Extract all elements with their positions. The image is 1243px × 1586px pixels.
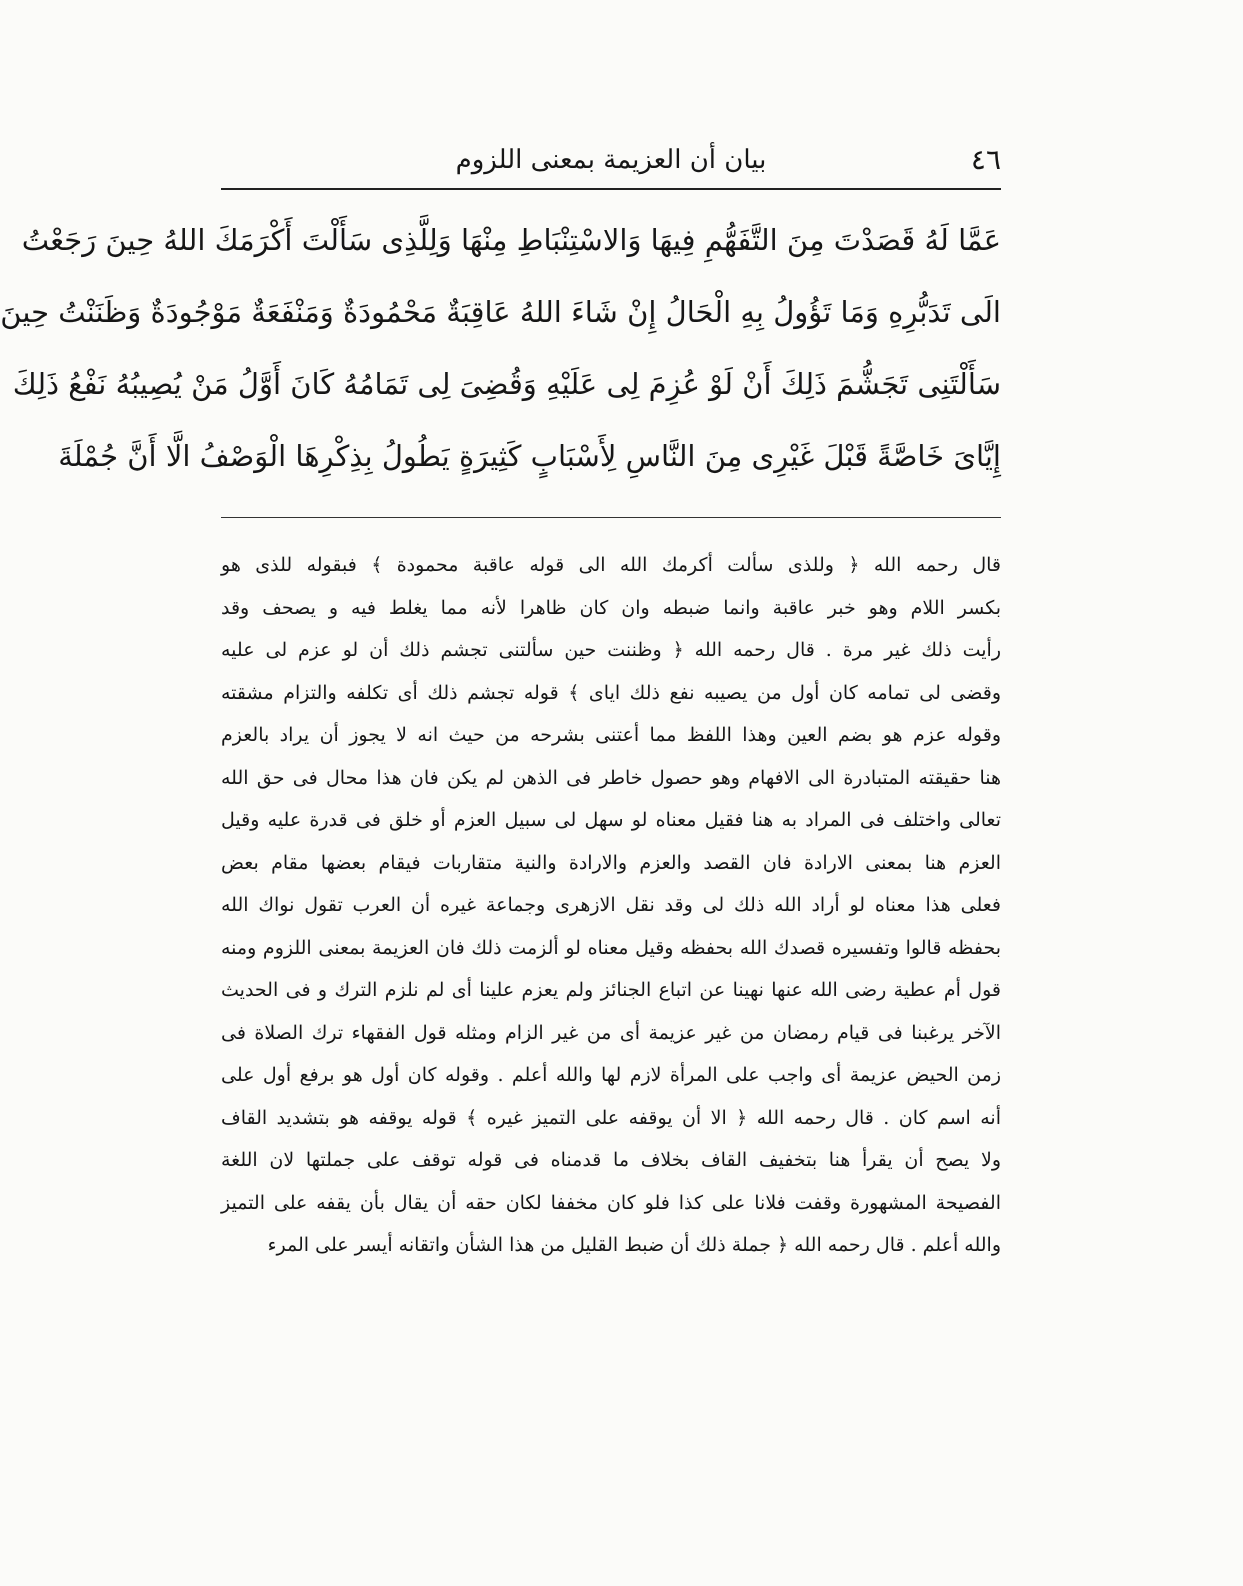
commentary-line: قول أم عطية رضى الله عنها نهينا عن اتباع الجنائز ولم يعزم علينا أى لم نلزم الترك و فى الحديث — [221, 979, 1001, 1001]
main-text-line: الَى تَدَبُّرِهِ وَمَا تَؤُولُ بِهِ الْحَالُ إِنْ شَاءَ اللهُ عَاقِبَةٌ مَحْمُودَةٌ وَمَنْفَعَةٌ مَوْجُودَةٌ وَظَنَنْتُ حِينَ — [0, 295, 1001, 329]
main-text — [0, 204, 1001, 492]
commentary-line: هنا حقيقته المتبادرة الى الافهام وهو حصول خاطر فى الذهن لم يكن فان هذا محال فى حق الله — [221, 766, 1001, 789]
page-number: ٤٦ — [970, 143, 1001, 176]
commentary-line: الفصيحة المشهورة وقفت فلانا على كذا فلو كان مخففا لكان حقه أن يقال بأن يقفه على التميز — [221, 1191, 1001, 1214]
commentary-line: وقوله عزم هو بضم العين وهذا اللفظ مما أعتنى بشرحه من حيث انه لا يجوز أن يراد بالعزم — [221, 724, 1001, 746]
commentary-line: زمن الحيض عزيمة أى واجب على المرأة لازم لها والله أعلم . وقوله كان أول هو برفع أول على — [221, 1064, 1001, 1086]
running-title: بيان أن العزيمة بمعنى اللزوم — [455, 145, 767, 175]
commentary-line: بكسر اللام وهو خبر عاقبة وانما ضبطه وان كان ظاهرا لأنه مما يغلط فيه و يصحف وقد — [221, 596, 1001, 619]
header-rule — [221, 188, 1001, 190]
commentary-line: تعالى واختلف فى المراد به هنا فقيل معناه لو سهل لى سبيل العزم أو خلق فى قدرة عليه وقيل — [221, 809, 1001, 831]
commentary-line: رأيت ذلك غير مرة . قال رحمه الله ﴿ وظننت حين سألتنى تجشم ذلك أن لو عزم لى عليه — [221, 639, 1001, 661]
main-text-line: سَأَلْتَنِى تَجَشُّمَ ذَلِكَ أَنْ لَوْ عُزِمَ لِى عَلَيْهِ وَقُضِىَ لِى تَمَامُهُ كَانَ أَوَّلُ مَنْ يُصِيبُهُ نَفْعُ ذَلِكَ — [12, 367, 1001, 401]
section-divider — [221, 517, 1001, 518]
commentary-line: بحفظه قالوا وتفسيره قصدك الله بحفظه وقيل معناه لو ألزمت ذلك فان العزيمة بمعنى اللزوم ومنه — [221, 936, 1001, 959]
page-header — [221, 140, 1001, 182]
commentary-line: ولا يصح أن يقرأ هنا بتخفيف القاف بخلاف ما قدمناه فى قوله توقف على جملتها لان اللغة — [221, 1149, 1001, 1171]
commentary-line: والله أعلم . قال رحمه الله ﴿ جملة ذلك أن ضبط القليل من هذا الشأن واتقانه أيسر على المرء — [267, 1234, 1001, 1256]
commentary-line: فعلى هذا معناه لو أراد الله ذلك لى وقد نقل الازهرى وجماعة غيره أن العرب تقول نواك الله — [221, 894, 1001, 916]
commentary-line: وقضى لى تمامه كان أول من يصيبه نفع ذلك اياى ﴾ قوله تجشم ذلك أى تكلفه والتزام مشقته — [221, 681, 1001, 704]
main-text-line: إِيَّاىَ خَاصَّةً قَبْلَ غَيْرِى مِنَ النَّاسِ لِأَسْبَابٍ كَثِيرَةٍ يَطُولُ بِذِكْرِهَا الْوَصْفُ الَّا أَنَّ جُمْلَةَ — [58, 439, 1001, 473]
commentary-line: قال رحمه الله ﴿ وللذى سألت أكرمك الله الى قوله عاقبة محمودة ﴾ فبقوله للذى هو — [221, 554, 1001, 576]
commentary-line: الآخر يرغبنا فى قيام رمضان من غير عزيمة أى من غير الزام ومثله قول الفقهاء ترك الصلاة فى — [221, 1021, 1001, 1044]
main-text-line: عَمَّا لَهُ قَصَدْتَ مِنَ التَّفَهُّمِ فِيهَا وَالاسْتِنْبَاطِ مِنْهَا وَلِلَّذِى سَأَلْتَ أَكْرَمَكَ اللهُ حِينَ رَجَعْتُ — [21, 223, 1001, 257]
commentary-line: العزم هنا بمعنى الارادة فان القصد والعزم والارادة والنية متقاربات فيقام بعضها مقام بعض — [221, 851, 1001, 874]
commentary — [221, 544, 1001, 1267]
commentary-line: أنه اسم كان . قال رحمه الله ﴿ الا أن يوقفه على التميز غيره ﴾ قوله يوقفه هو بتشديد القاف — [221, 1106, 1001, 1129]
